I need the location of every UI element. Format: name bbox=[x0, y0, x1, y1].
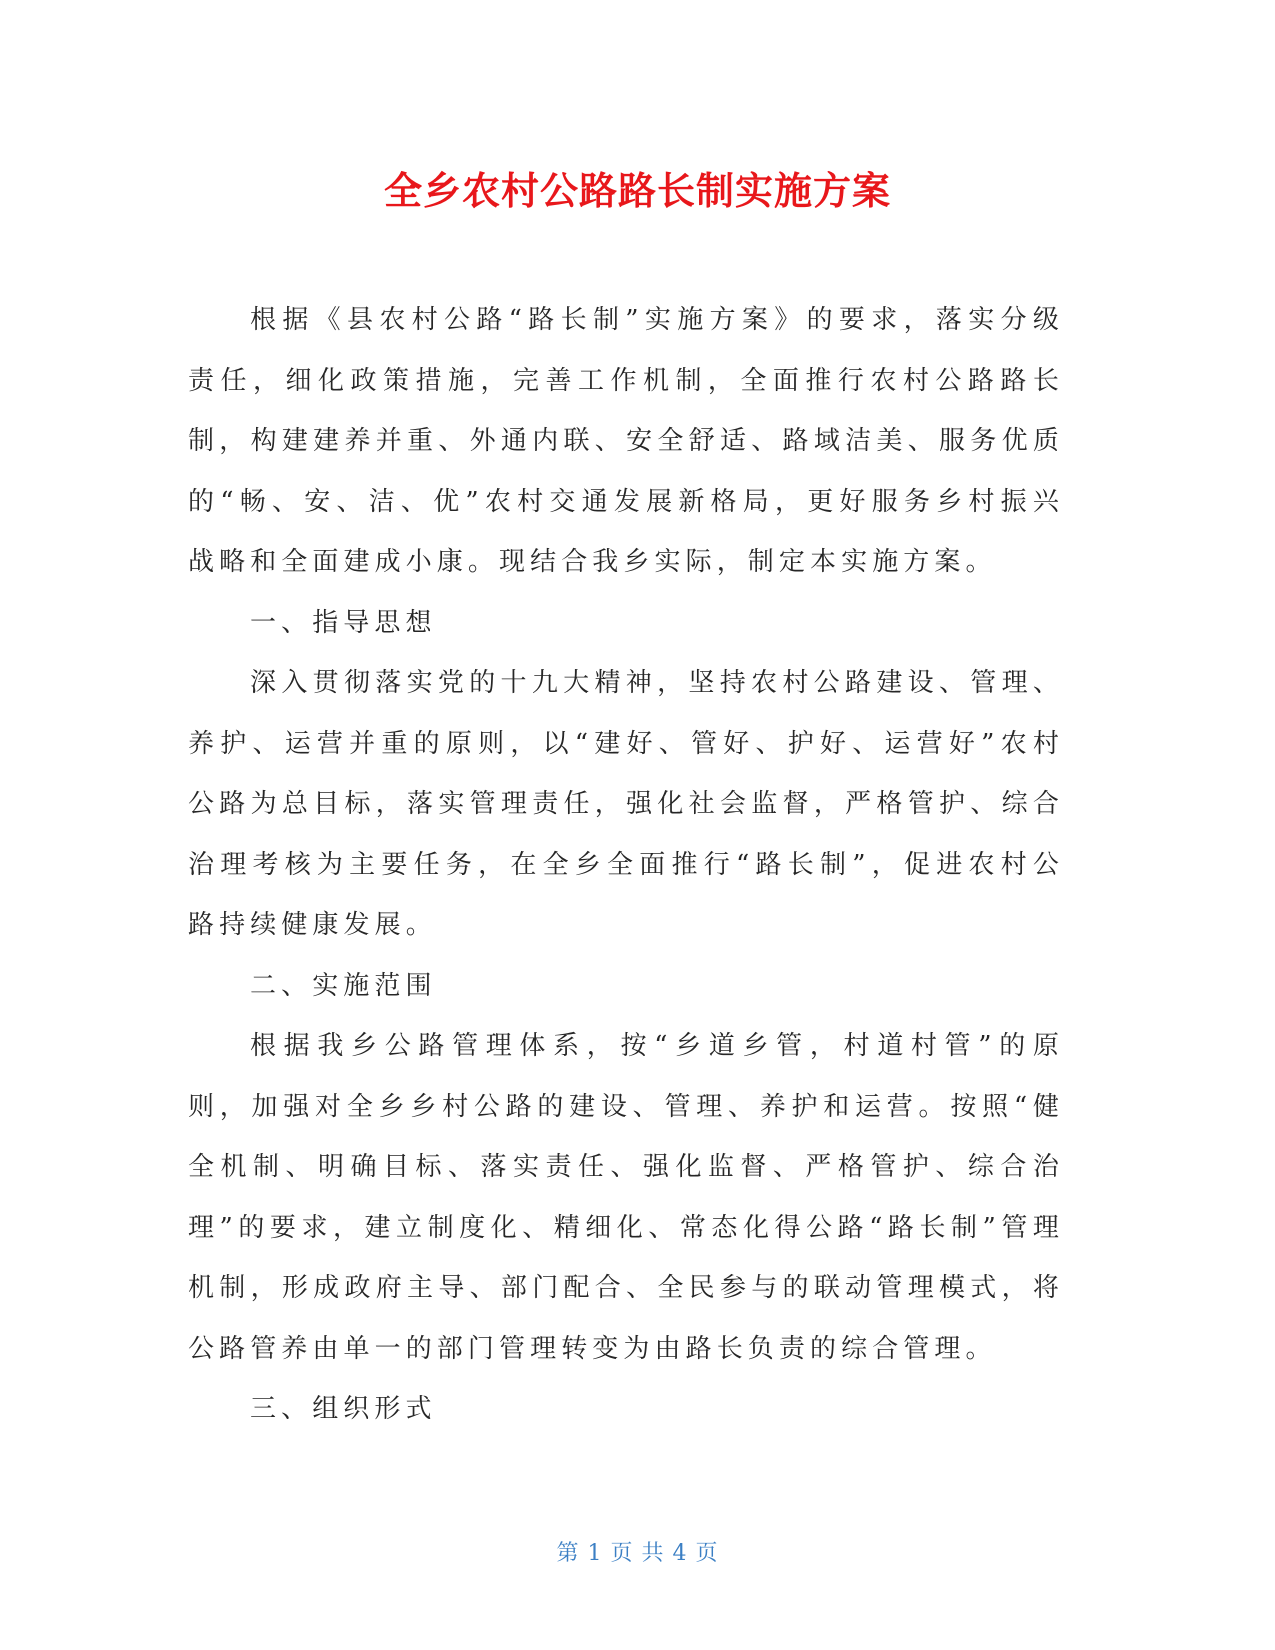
section-heading-scope: 二、实施范围 bbox=[250, 970, 437, 1001]
current-page-number: 1 bbox=[587, 1541, 603, 1566]
section-heading-organization: 三、组织形式 bbox=[250, 1394, 437, 1424]
guiding-ideology-paragraph: 深入贯彻落实党的十九大精神，坚持农村公路建设、管理、养护、运营并重的原则，以“建好、管好、护好、运营好”农村公路为总目标，落实管理责任，强化社会监督，严格管护、综合治理考核为主要任务，在全乡全面推行“路长制”，促进农村公路持续健康发展。 bbox=[188, 668, 1064, 940]
page-number-footer bbox=[0, 1536, 1275, 1567]
document-body bbox=[188, 290, 1064, 1440]
footer-mid: 页 共 bbox=[610, 1541, 665, 1566]
footer-suffix: 页 bbox=[695, 1541, 719, 1566]
total-page-count: 4 bbox=[672, 1541, 688, 1566]
footer-prefix: 第 bbox=[556, 1541, 580, 1566]
intro-paragraph: 根据《县农村公路“路长制”实施方案》的要求，落实分级责任，细化政策措施，完善工作机制，全面推行农村公路路长制，构建建养并重、外通内联、安全舒适、路域洁美、服务优质的“畅、安、洁、优”农村交通发展新格局，更好服务乡村振兴战略和全面建成小康。现结合我乡实际，制定本实施方案。 bbox=[188, 305, 1064, 577]
document-title: 全乡农村公路路长制实施方案 bbox=[383, 169, 891, 213]
scope-paragraph: 根据我乡公路管理体系，按“乡道乡管，村道村管”的原则，加强对全乡乡村公路的建设、管理、养护和运营。按照“健全机制、明确目标、落实责任、强化监督、严格管护、综合治理”的要求，建立制度化、精细化、常态化得公路“路长制”管理机制，形成政府主导、部门配合、全民参与的联动管理模式，将公路管养由单一的部门管理转变为由路长负责的综合管理。 bbox=[188, 1031, 1064, 1364]
section-heading-guiding-ideology: 一、指导思想 bbox=[250, 607, 437, 638]
